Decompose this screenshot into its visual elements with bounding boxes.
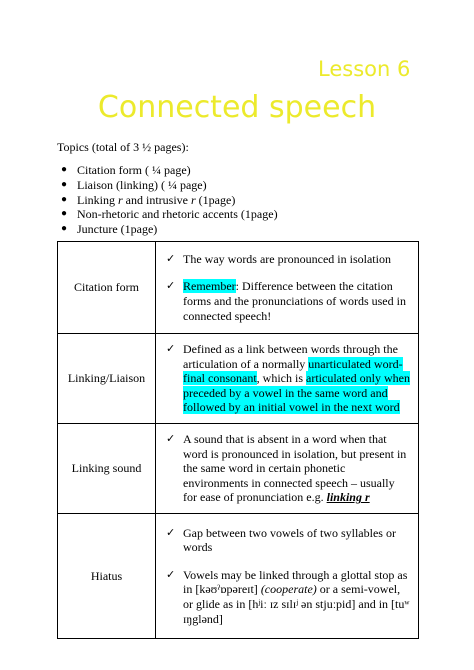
- description-cell: [156, 334, 419, 424]
- table-row: [58, 242, 419, 334]
- list-item: ✓ Gap between two vowels of two syllables or words: [166, 525, 396, 555]
- bullet-icon: ●: [61, 164, 68, 175]
- list-item: ✓ Remember: Difference between the citation forms and the pronunciations of words used in connected speech!: [166, 279, 406, 323]
- topic-label: Juncture (1page): [77, 222, 158, 237]
- topic-label: Citation form ( ¼ page): [77, 163, 191, 177]
- term-cell: Linking/Liaison: [58, 334, 156, 424]
- bullet-icon: ●: [61, 193, 68, 205]
- checkmark-icon: ✓: [166, 342, 176, 355]
- lesson-number: Lesson 6: [318, 57, 411, 81]
- topic-item: [57, 193, 278, 208]
- bullet-icon: ●: [61, 178, 68, 190]
- highlighted-text: Remember: [183, 279, 236, 294]
- highlighted-text: articulated only when preceded by a vowel in the same word and followed by an initial vowel in the next word: [183, 371, 410, 415]
- description-cell: [156, 513, 419, 638]
- checkmark-icon: ✓: [166, 251, 176, 265]
- notes-table: [57, 241, 419, 639]
- table-row: [58, 513, 419, 638]
- bullet-icon: ●: [61, 208, 68, 220]
- checkmark-icon: ✓: [166, 279, 176, 293]
- term-cell: Linking sound: [58, 423, 156, 513]
- checkmark-icon: ✓: [166, 525, 176, 539]
- topic-item: [57, 163, 278, 178]
- bullet-icon: ●: [61, 223, 68, 235]
- table-row: [58, 334, 419, 424]
- list-item: ✓ Vowels may be linked through a glottal stop as in [kəʊˀɒpəreɪt] (cooperate) or a semi-vowel, or glide as in [hʲiː ɪz sɪlɪʲ ən stjuːpid] and in [tuʷ ɪŋglənd]: [166, 567, 410, 626]
- checkmark-icon: ✓: [166, 431, 176, 445]
- topic-label: Liaison (linking) ( ¼ page): [77, 177, 207, 192]
- topic-label: Linking r and intrusive r (1page): [77, 192, 236, 207]
- table-row: [58, 423, 419, 513]
- list-item: ✓ A sound that is absent in a word when that word is pronounced in isolation, but present in the same word in certain phonetic environments in connected speech – usually for ease of pronunciation e.g. linking r: [166, 431, 407, 505]
- topics-list: [57, 163, 278, 237]
- topics-heading: Topics (total of 3 ½ pages):: [57, 140, 189, 154]
- term-cell: Citation form: [58, 242, 156, 334]
- page-title: Connected speech: [97, 90, 377, 125]
- topic-label: Non-rhetoric and rhetoric accents (1page): [77, 207, 278, 222]
- topic-item: [57, 178, 278, 193]
- emphasized-term: linking r: [326, 490, 370, 505]
- checkmark-icon: ✓: [166, 567, 176, 581]
- list-item: ✓ Defined as a link between words through the articulation of a normally unarticulated word-final consonant, which is articulated only when preceded by a vowel in the same word and followed by an initial vowel in the next word: [166, 342, 410, 415]
- description-cell: [156, 242, 419, 334]
- highlighted-text: unarticulated word-final consonant: [183, 356, 403, 386]
- list-item: ✓ The way words are pronounced in isolation: [166, 251, 391, 266]
- topic-item: [57, 222, 278, 237]
- topic-item: [57, 207, 278, 222]
- term-cell: Hiatus: [58, 513, 156, 638]
- description-cell: [156, 423, 419, 513]
